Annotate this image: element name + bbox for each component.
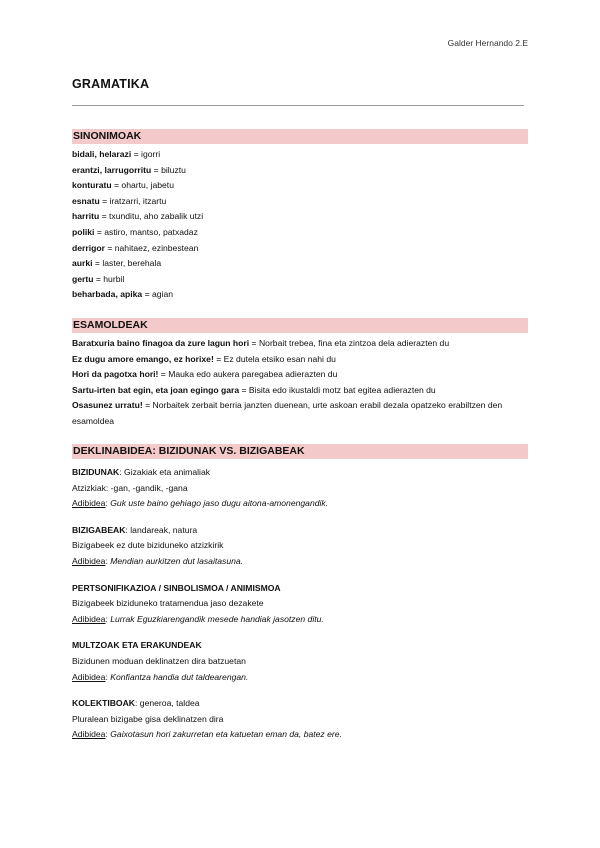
example-line	[72, 670, 528, 686]
synonym-term: poliki	[72, 226, 95, 237]
section-heading: SINONIMOAK	[72, 129, 528, 144]
synonym-term: gertu	[72, 273, 94, 284]
expression-separator: =	[213, 353, 224, 364]
block-description: Bizigabeek ez dute biziduneko atzizkirik	[72, 540, 224, 551]
block-title-line	[72, 638, 528, 654]
block-description: Bizidunen moduan deklinatzen dira batzuetan	[72, 655, 246, 666]
author-header: Galder Hernando 2.E	[447, 38, 528, 48]
section-sinonimoak	[72, 129, 528, 303]
synonym-definition: hurbil	[103, 273, 125, 284]
expression-row	[72, 367, 528, 383]
synonym-definition: nahitaez, ezinbestean	[114, 242, 199, 253]
block-title: KOLEKTIBOAK	[72, 698, 136, 709]
expression-term: Osasunez urratu!	[72, 400, 143, 411]
synonym-definition: txunditu, aho zabalik utzi	[109, 211, 204, 222]
expression-term: Sartu-irten bat egin, eta joan egingo gara	[72, 384, 240, 395]
synonym-separator: =	[99, 211, 110, 222]
synonym-definition: igorri	[141, 149, 161, 159]
block-title-rest: : Gizakiak eta animaliak	[119, 467, 211, 477]
example-text: Gaixotasun hori zakurretan eta katuetan eman da, batez ere.	[110, 729, 342, 740]
example-label: Adibidea	[72, 729, 106, 740]
block-title: PERTSONIFIKAZIOA / SINBOLISMOA / ANIMISMOA	[72, 582, 281, 593]
block-title: MULTZOAK ETA ERAKUNDEAK	[72, 640, 202, 651]
declension-block	[72, 523, 528, 570]
synonym-term: beharbada, apika	[72, 289, 143, 300]
synonym-separator: =	[94, 226, 105, 237]
page-title: GRAMATIKA	[72, 77, 150, 91]
synonym-row	[72, 194, 528, 210]
expression-separator: =	[158, 369, 169, 380]
synonym-separator: =	[151, 164, 162, 175]
example-text: Mendian aurkitzen dut lasaitasuna.	[110, 555, 244, 566]
block-description: Pluralean bizigabe gisa deklinatzen dira	[72, 713, 224, 724]
synonym-term: derrigor	[72, 242, 105, 253]
synonym-definition: biluztu	[161, 164, 186, 175]
block-title: BIZIDUNAK	[72, 467, 120, 477]
synonym-separator: =	[142, 289, 153, 300]
synonym-term: bidali, helarazi	[72, 149, 132, 159]
section-esamoldeak	[72, 318, 528, 430]
example-line	[72, 612, 528, 628]
block-title-line	[72, 465, 528, 481]
synonym-row	[72, 209, 528, 225]
block-description: Atzizkiak: -gan, -gandik, -gana	[72, 482, 188, 493]
synonym-term: aurki	[72, 258, 93, 269]
block-title-line	[72, 523, 528, 539]
example-separator: :	[105, 498, 111, 509]
expression-row	[72, 352, 528, 368]
synonym-term: konturatu	[72, 180, 112, 191]
example-label: Adibidea	[72, 555, 106, 566]
expression-separator: =	[239, 384, 249, 395]
synonym-row	[72, 241, 528, 257]
declension-block	[72, 638, 528, 685]
synonym-definition: ohartu, jabetu	[121, 180, 174, 191]
block-title: BIZIGABEAK	[72, 524, 126, 535]
title-divider	[72, 105, 524, 106]
synonym-term: erantzi, larrugorritu	[72, 164, 152, 175]
synonym-definition: astiro, mantso, patxadaz	[104, 226, 198, 237]
example-line	[72, 496, 528, 512]
synonym-separator: =	[93, 273, 104, 284]
block-title-rest: : landareak, natura	[125, 524, 198, 535]
example-label: Adibidea	[72, 671, 106, 682]
expression-term: Hori da pagotxa hori!	[72, 369, 159, 380]
example-separator: :	[105, 671, 111, 682]
synonym-term: esnatu	[72, 195, 100, 206]
synonym-row	[72, 163, 528, 179]
declension-blocks	[72, 465, 528, 743]
example-line	[72, 554, 528, 570]
synonym-row	[72, 256, 528, 272]
section-heading: DEKLINABIDEA: BIZIDUNAK VS. BIZIGABEAK	[72, 444, 528, 459]
declension-block	[72, 465, 528, 512]
expression-separator: =	[249, 338, 259, 348]
synonym-separator: =	[99, 195, 110, 206]
synonym-separator: =	[104, 242, 115, 253]
expression-definition: Ez dutela etsiko esan nahi du	[223, 353, 336, 364]
expression-term: Ez dugu amore emango, ez horixe!	[72, 353, 214, 364]
synonym-row	[72, 272, 528, 288]
expression-term: Baratxuria baino finagoa da zure lagun hori	[72, 338, 250, 348]
synonym-list	[72, 147, 528, 303]
expression-definition: Mauka edo aukera paregabea adierazten du	[168, 369, 338, 380]
synonym-definition: agian	[152, 289, 174, 300]
synonym-row	[72, 287, 528, 303]
block-title-line	[72, 581, 528, 597]
example-line	[72, 727, 528, 743]
example-separator: :	[105, 555, 111, 566]
expression-definition: Bisita edo ikustaldi motz bat egitea adierazten du	[248, 384, 436, 395]
synonym-separator: =	[111, 180, 122, 191]
example-separator: :	[105, 729, 111, 740]
synonym-term: harritu	[72, 211, 100, 222]
expression-row	[72, 383, 528, 399]
expression-list	[72, 336, 528, 430]
declension-block	[72, 581, 528, 628]
example-separator: :	[105, 613, 111, 624]
expression-row	[72, 336, 528, 352]
synonym-definition: iratzarri, itzartu	[109, 195, 167, 206]
synonym-separator: =	[92, 258, 103, 269]
block-description: Bizigabeek biziduneko tratamendua jaso dezakete	[72, 598, 264, 609]
synonym-row	[72, 147, 528, 163]
expression-separator: =	[142, 400, 153, 411]
example-text: Konfiantza handia dut taldearengan.	[110, 671, 249, 682]
synonym-row	[72, 178, 528, 194]
section-deklinabidea	[72, 444, 528, 743]
synonym-row	[72, 225, 528, 241]
synonym-definition: laster, berehala	[102, 258, 162, 269]
expression-definition: Norbaitek zerbait berria janzten duenean, urte askoan erabil dezala opatzeko erabiltzen den esamoldea	[72, 400, 503, 426]
example-text: Lurrak Eguzkiarengandik mesede handiak jasotzen ditu.	[110, 613, 324, 624]
expression-row	[72, 398, 528, 429]
example-text: Guk uste baino gehiago jaso dugu aitona-amonengandik.	[110, 498, 329, 509]
section-heading: ESAMOLDEAK	[72, 318, 528, 333]
expression-definition: Norbait trebea, fina eta zintzoa dela adierazten du	[258, 338, 450, 348]
block-title-line	[72, 696, 528, 712]
block-title-rest: : generoa, taldea	[135, 698, 200, 709]
example-label: Adibidea	[72, 498, 106, 509]
synonym-separator: =	[131, 149, 142, 159]
example-label: Adibidea	[72, 613, 106, 624]
declension-block	[72, 696, 528, 743]
